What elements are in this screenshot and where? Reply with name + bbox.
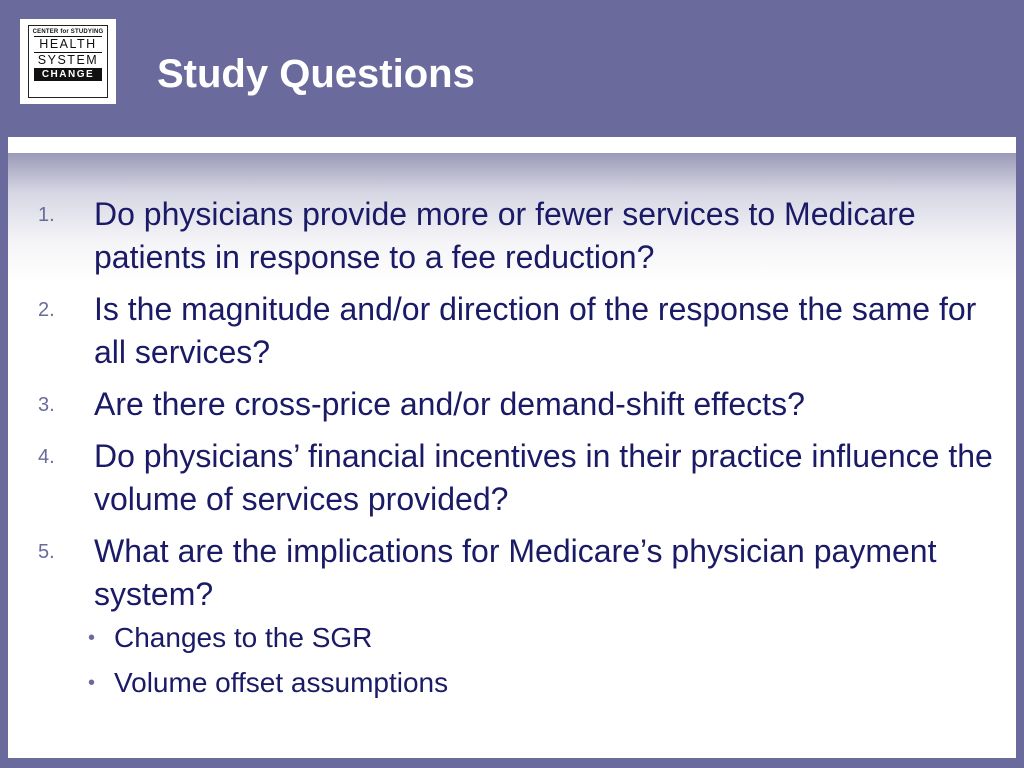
logo-frame — [28, 25, 108, 98]
question-text: Is the magnitude and/or direction of the response the same for all services? — [94, 291, 977, 370]
bullet-icon: • — [88, 627, 96, 649]
sub-item-text: Volume offset assumptions — [114, 667, 449, 698]
sub-item — [8, 665, 1016, 701]
question-item — [8, 530, 1016, 616]
question-number: 2. — [38, 299, 55, 321]
logo-line-1: CENTER for STUDYING — [32, 29, 104, 35]
question-item — [8, 193, 1016, 279]
question-text: Are there cross-price and/or demand-shift effects? — [94, 386, 805, 422]
bullet-icon: • — [88, 672, 96, 694]
question-item — [8, 435, 1016, 521]
logo-line-3: SYSTEM — [34, 52, 103, 67]
sub-list — [8, 620, 1016, 701]
sub-list-wrapper — [8, 620, 1016, 701]
question-text: Do physicians provide more or fewer services to Medicare patients in response to a fee reduction? — [94, 196, 916, 275]
question-number: 5. — [38, 541, 55, 563]
hsc-logo — [20, 19, 116, 104]
header-divider — [8, 137, 1016, 153]
question-number: 4. — [38, 446, 55, 468]
question-number: 3. — [38, 394, 55, 416]
question-item — [8, 288, 1016, 374]
slide-title: Study Questions — [157, 52, 475, 96]
sub-item-text: Changes to the SGR — [114, 622, 373, 653]
logo-line-2: HEALTH — [34, 36, 103, 51]
slide-content — [8, 153, 1016, 758]
question-list — [8, 193, 1016, 710]
question-text: Do physicians’ financial incentives in their practice influence the volume of services provided? — [94, 438, 993, 517]
sub-item — [8, 620, 1016, 656]
logo-line-4: CHANGE — [34, 68, 103, 81]
question-number: 1. — [38, 204, 55, 226]
question-item — [8, 383, 1016, 426]
question-text: What are the implications for Medicare’s physician payment system? — [94, 533, 937, 612]
